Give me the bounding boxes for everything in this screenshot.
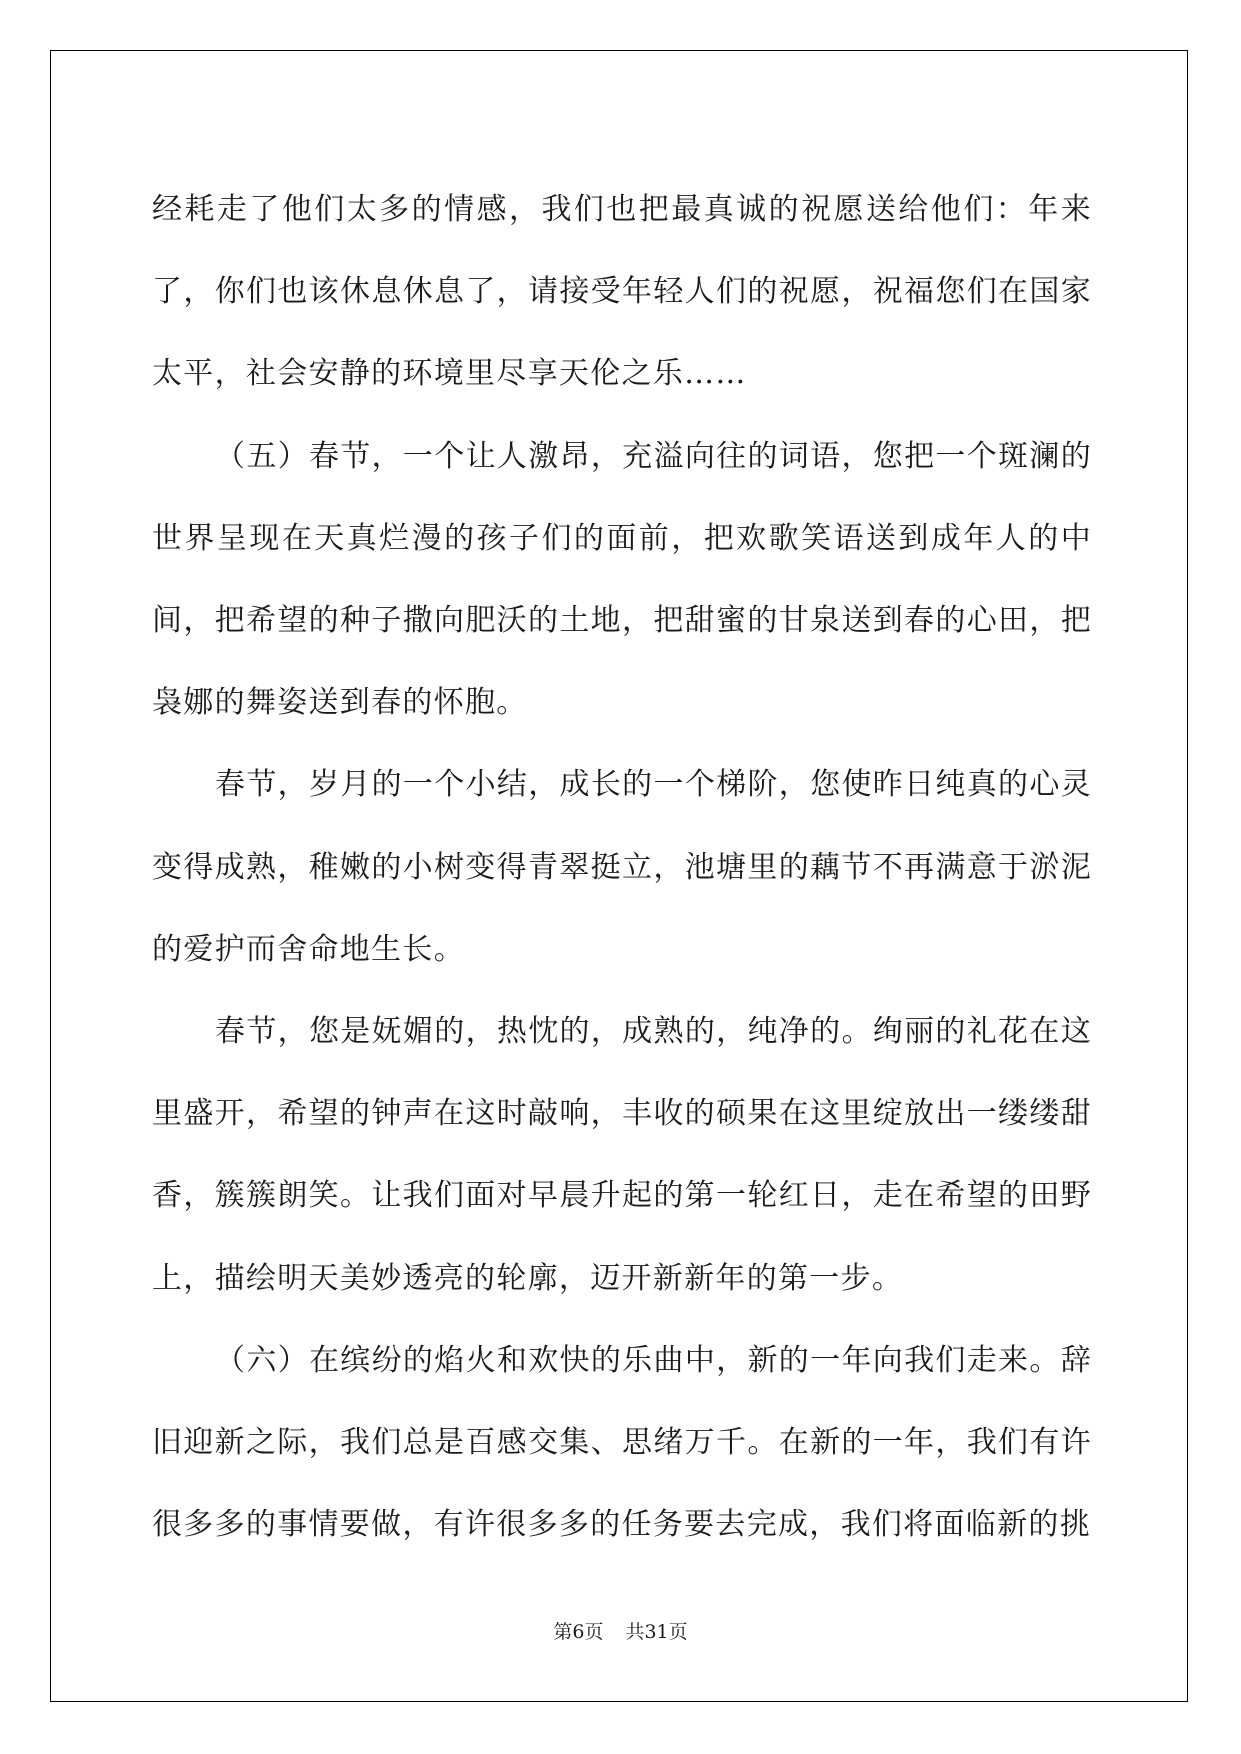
paragraph-3: 春节，岁月的一个小结，成长的一个梯阶，您使昨日纯真的心灵变得成熟，稚嫩的小树变得青翠挺立，池塘里的藕节不再满意于淤泥的爱护而舍命地生长。: [152, 767, 1092, 967]
paragraph-2: （五）春节，一个让人激昂，充溢向往的词语，您把一个斑澜的世界呈现在天真烂漫的孩子们的面前，把欢歌笑语送到成年人的中间，把希望的种子撒向肥沃的土地，把甜蜜的甘泉送到春的心田，把袅娜的舞姿送到春的怀胞。: [152, 438, 1092, 721]
page-number-total: 共31页: [625, 1621, 688, 1643]
document-body: [152, 169, 1092, 1566]
page-number-current: 第6页: [553, 1621, 604, 1643]
paragraph-4: 春节，您是妩媚的，热忱的，成熟的，纯净的。绚丽的礼花在这里盛开，希望的钟声在这时敲响，丰收的硕果在这里绽放出一缕缕甜香，簇簇朗笑。让我们面对早晨升起的第一轮红日，走在希望的田野上，描绘明天美妙透亮的轮廓，迈开新新年的第一步。: [152, 1014, 1092, 1296]
paragraph-5: （六）在缤纷的焰火和欢快的乐曲中，新的一年向我们走来。辞旧迎新之际，我们总是百感交集、思绪万千。在新的一年，我们有许很多多的事情要做，有许很多多的任务要去完成，我们将面临新的挑: [152, 1342, 1092, 1543]
page-footer: [0, 1620, 1241, 1644]
paragraph-1: 经耗走了他们太多的情感，我们也把最真诚的祝愿送给他们：年来了，你们也该休息休息了，请接受年轻人们的祝愿，祝福您们在国家太平，社会安静的环境里尽享天伦之乐……: [152, 192, 1092, 392]
